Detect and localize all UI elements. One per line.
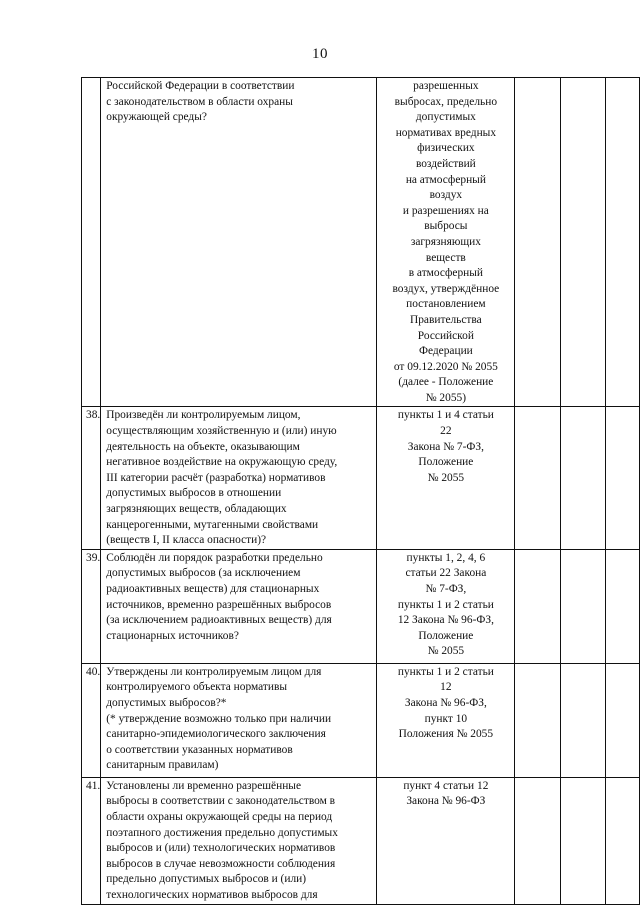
question-line: деятельность на объекте, оказывающим: [106, 440, 300, 453]
table-row: [82, 549, 640, 663]
reference-line: пункты 1 и 2 статьи: [397, 665, 494, 678]
checklist-table: [81, 77, 640, 905]
reference-line: пункт 10: [424, 712, 468, 725]
question-line: источников, временно разрешённых выбросов: [106, 598, 332, 611]
question-line: санитарно-эпидемиологического заключения: [106, 728, 326, 741]
answer-yes-cell[interactable]: [515, 663, 561, 777]
answer-no-cell[interactable]: [561, 78, 606, 407]
reference-line: выбросы: [424, 220, 468, 233]
reference-line: № 2055): [425, 391, 467, 404]
reference-line: в атмосферный: [408, 267, 484, 280]
answer-no-cell[interactable]: [561, 549, 606, 663]
question-line: III категории расчёт (разработка) нормативов: [106, 471, 326, 484]
reference-line: пункты 1, 2, 4, 6: [406, 551, 486, 564]
question-line: канцерогенными, мутагенными свойствами: [106, 518, 319, 531]
requirement-question-cell: [101, 663, 377, 777]
question-line: выбросов и (или) технологических нормативов: [106, 842, 336, 855]
question-line: Утверждены ли контролируемым лицом для: [106, 665, 322, 678]
reference-line: пункт 4 статьи 12: [403, 779, 489, 792]
table-row: [82, 777, 640, 904]
question-line: санитарным правилам): [106, 759, 219, 772]
reference-line: допустимых: [415, 111, 476, 124]
reference-line: пункты 1 и 4 статьи: [397, 409, 494, 422]
row-number-cell: [82, 407, 101, 549]
answer-na-cell[interactable]: [605, 78, 639, 407]
question-line: поэтапного достижения предельно допустимых: [106, 826, 338, 839]
reference-line: Положения № 2055: [398, 728, 494, 741]
row-number: 39.: [86, 551, 101, 564]
answer-yes-cell[interactable]: [515, 777, 561, 904]
answer-na-cell[interactable]: [605, 663, 639, 777]
row-number: 40.: [86, 665, 101, 678]
answer-na-cell[interactable]: [605, 777, 639, 904]
question-line: (* утверждение возможно только при наличии: [106, 712, 332, 725]
question-line: Соблюдён ли порядок разработки предельно: [106, 551, 323, 564]
reference-line: веществ: [425, 251, 466, 264]
reference-line: воздействий: [415, 157, 476, 170]
page-number: 10: [312, 46, 328, 62]
reference-line: Положение: [418, 629, 474, 642]
reference-line: Российской: [417, 329, 474, 342]
question-line: (за исключением радиоактивных веществ) для: [106, 614, 332, 627]
question-line: предельно допустимых выбросов и (или): [106, 873, 307, 886]
reference-line: постановлением: [406, 298, 486, 311]
table-row: [82, 407, 640, 549]
table-row: [82, 78, 640, 407]
question-line: допустимых выбросов в отношении: [106, 487, 282, 500]
requirement-question-cell: [101, 549, 377, 663]
requirement-question-cell: [101, 777, 377, 904]
row-number: 41.: [86, 779, 101, 792]
reference-line: Закона № 96-ФЗ,: [404, 697, 487, 709]
reference-line: Правительства: [410, 313, 482, 326]
reference-line: 12: [440, 681, 452, 694]
row-number-cell: [82, 777, 101, 904]
question-line: области охраны окружающей среды на период: [106, 811, 333, 823]
reference-line: физических: [417, 142, 475, 155]
reference-line: пункты 1 и 2 статьи: [397, 598, 494, 611]
question-line: Произведён ли контролируемым лицом,: [106, 409, 301, 422]
question-line: с законодательством в области охраны: [106, 95, 293, 108]
reference-line: Положение: [418, 456, 474, 469]
legal-reference-cell: [377, 549, 515, 663]
reference-line: Закона № 96-ФЗ: [406, 795, 486, 808]
answer-no-cell[interactable]: [561, 777, 606, 904]
reference-line: статьи 22 Закона: [405, 567, 487, 580]
reference-line: воздух, утверждённое: [392, 282, 500, 295]
question-line: допустимых выбросов (за исключением: [106, 567, 301, 580]
question-line: радиоактивных веществ) для стационарных: [106, 583, 320, 595]
reference-line: № 2055: [427, 471, 465, 484]
question-line: осуществляющим хозяйственную и (или) иную: [106, 425, 337, 438]
answer-no-cell[interactable]: [561, 663, 606, 777]
answer-yes-cell[interactable]: [515, 78, 561, 407]
row-number: 38.: [86, 409, 101, 422]
row-number-cell: [82, 549, 101, 663]
question-line: загрязняющих веществ, обладающих: [106, 503, 287, 516]
question-line: Установлены ли временно разрешённые: [106, 779, 302, 792]
row-number-cell: [82, 663, 101, 777]
reference-line: выбросах, предельно: [394, 95, 498, 108]
legal-reference-cell: [377, 78, 515, 407]
reference-line: воздух: [429, 189, 463, 202]
question-line: о соответствии указанных нормативов: [106, 743, 293, 756]
question-line: негативное воздействие на окружающую среду,: [106, 456, 338, 469]
question-line: допустимых выбросов?*: [106, 697, 227, 709]
question-line: контролируемого объекта нормативы: [106, 681, 287, 694]
reference-line: разрешенных: [413, 80, 479, 92]
legal-reference-cell: [377, 777, 515, 904]
reference-line: 22: [440, 425, 452, 438]
question-line: стационарных источников?: [106, 629, 239, 642]
reference-line: Федерации: [418, 345, 473, 358]
reference-line: 12 Закона № 96-ФЗ,: [397, 614, 494, 627]
question-line: технологических нормативов выбросов для: [106, 888, 318, 901]
question-line: выбросы в соответствии с законодательством в: [106, 795, 336, 808]
row-number-cell: [82, 78, 101, 407]
answer-na-cell[interactable]: [605, 549, 639, 663]
reference-line: от 09.12.2020 № 2055: [393, 360, 498, 373]
legal-reference-cell: [377, 407, 515, 549]
reference-line: и разрешениях на: [402, 204, 489, 217]
reference-line: Закона № 7-ФЗ,: [407, 440, 484, 453]
question-line: выбросов в случае невозможности соблюдения: [106, 857, 336, 870]
legal-reference-cell: [377, 663, 515, 777]
reference-line: на атмосферный: [405, 173, 486, 186]
question-line: окружающей среды?: [106, 111, 207, 124]
table-row: [82, 663, 640, 777]
answer-no-cell[interactable]: [561, 407, 606, 549]
question-line: (веществ I, II класса опасности)?: [106, 534, 267, 547]
requirement-question-cell: [101, 407, 377, 549]
reference-line: (далее - Положение: [398, 376, 494, 389]
answer-yes-cell[interactable]: [515, 549, 561, 663]
reference-line: нормативах вредных: [395, 126, 497, 139]
reference-line: № 7-ФЗ,: [425, 583, 467, 595]
requirement-question-cell: [101, 78, 377, 407]
reference-line: № 2055: [427, 645, 465, 658]
question-line: Российской Федерации в соответствии: [106, 80, 295, 92]
answer-yes-cell[interactable]: [515, 407, 561, 549]
answer-na-cell[interactable]: [605, 407, 639, 549]
reference-line: загрязняющих: [410, 235, 481, 248]
